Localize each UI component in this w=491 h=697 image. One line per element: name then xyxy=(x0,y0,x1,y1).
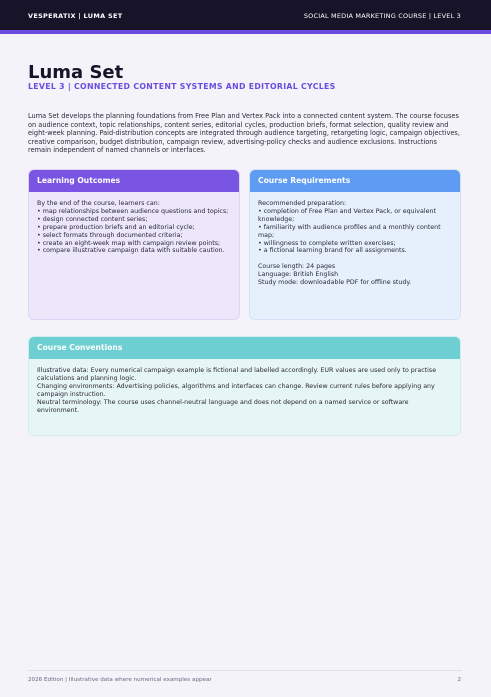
course-conventions-body xyxy=(29,359,460,422)
outcome-item: • compare illustrative campaign data with suitable caution. xyxy=(37,247,225,255)
accent-divider xyxy=(0,30,491,34)
convention-item: Neutral terminology: The course uses channel-neutral language and does not depend on a named service or software environment. xyxy=(37,398,409,414)
outcomes-intro: By the end of the course, learners can: xyxy=(37,200,160,207)
intro-paragraph: Luma Set develops the planning foundations from Free Plan and Vertex Pack into a connected content system. The course focuses on audience context, topic relationships, content series, editorial cycles, production briefs, format selection, quality review and eight-week planning. Paid-distribution concepts are integrated through audience targeting, retargeting logic, campaign objectives, creative comparison, budget distribution, campaign review, advertising-policy checks and audience exclusions. Instructions remain independent of named channels or interfaces. xyxy=(28,112,460,155)
course-language: Language: British English xyxy=(258,271,339,279)
outcome-item: • prepare production briefs and an editorial cycle; xyxy=(37,223,195,231)
footer-edition: 2026 Edition | Illustrative data where numerical examples appear xyxy=(28,677,212,683)
course-label: SOCIAL MEDIA MARKETING COURSE | LEVEL 3 xyxy=(303,12,461,20)
study-mode: Study mode: downloadable PDF for offline study. xyxy=(258,279,412,287)
footer-divider xyxy=(28,670,462,671)
outcome-item: • map relationships between audience questions and topics; xyxy=(37,207,229,215)
course-conventions-heading: Course Conventions xyxy=(29,337,460,359)
course-requirements-heading: Course Requirements xyxy=(250,170,460,192)
convention-item: Illustrative data: Every numerical campaign example is fictional and labelled accordingly. EUR values are used only to practise calculations and planning logic. xyxy=(37,367,437,382)
requirement-item: • willingness to complete written exercises; xyxy=(258,239,396,247)
outcome-item: • create an eight-week map with campaign review points; xyxy=(37,239,221,247)
requirement-item: • completion of Free Plan and Vertex Pack, or equivalent knowledge; xyxy=(258,207,436,223)
requirement-item: • a fictional learning brand for all assignments. xyxy=(258,247,407,255)
top-bar xyxy=(0,0,491,30)
course-requirements-card xyxy=(249,169,461,320)
page-title: Luma Set xyxy=(28,62,124,83)
outcome-item: • design connected content series; xyxy=(37,215,148,223)
course-conventions-card xyxy=(28,336,461,436)
page-subtitle: LEVEL 3 | CONNECTED CONTENT SYSTEMS AND EDITORIAL CYCLES xyxy=(28,82,336,91)
outcome-item: • select formats through documented criteria; xyxy=(37,231,183,239)
brand-label: VESPERATIX | LUMA SET xyxy=(28,12,123,20)
learning-outcomes-card xyxy=(28,169,240,320)
page-number: 2 xyxy=(457,677,461,683)
requirements-intro: Recommended preparation: xyxy=(258,200,347,207)
requirement-item: • familiarity with audience profiles and a monthly content map; xyxy=(258,223,441,239)
course-length: Course length: 24 pages xyxy=(258,263,336,271)
learning-outcomes-body xyxy=(29,192,239,263)
course-requirements-body xyxy=(250,192,460,295)
learning-outcomes-heading: Learning Outcomes xyxy=(29,170,239,192)
convention-item: Changing environments: Advertising policies, algorithms and interfaces can change. Review current rules before applying any campaign instruction. xyxy=(37,382,435,398)
